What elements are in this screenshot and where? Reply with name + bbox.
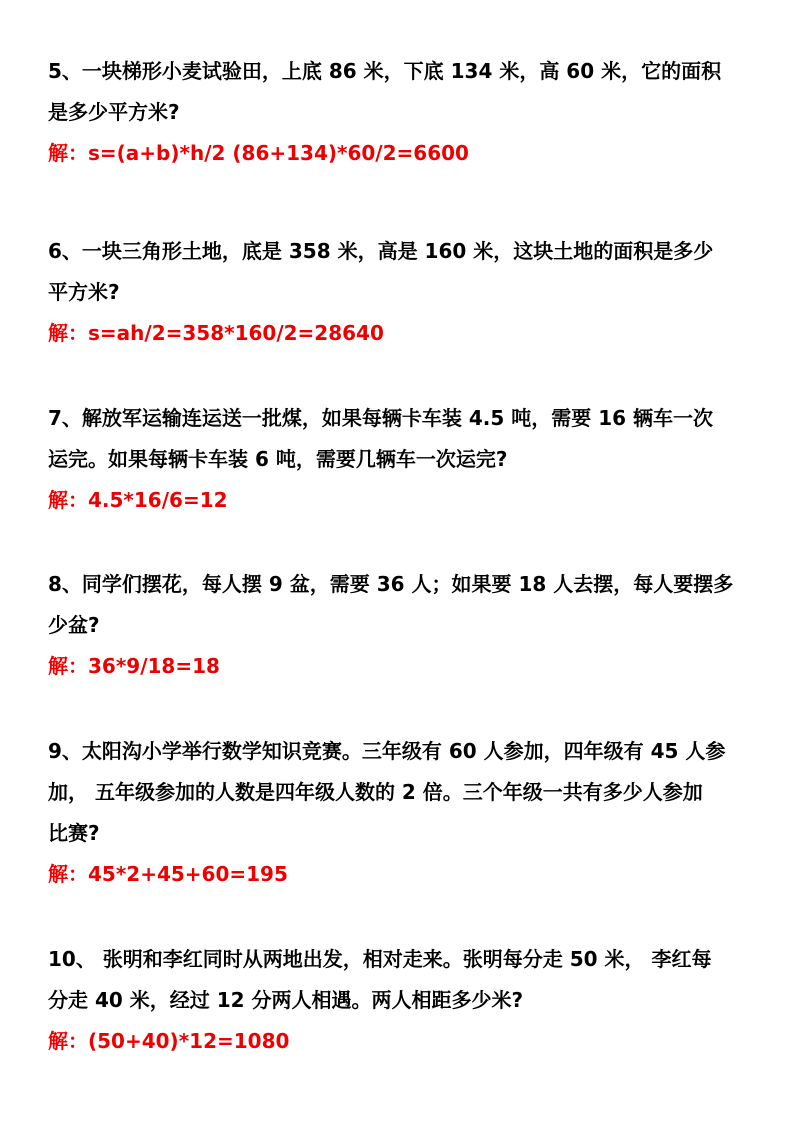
question-line: 6、一块三角形土地，底是 358 米，高是 160 米，这块土地的面积是多少 [48, 239, 714, 263]
answer-line: 解：s=(a+b)*h/2 (86+134)*60/2=6600 [48, 141, 469, 165]
question-line: 运完。如果每辆卡车装 6 吨，需要几辆车一次运完? [48, 447, 508, 471]
problem-9 [48, 731, 748, 895]
question-line: 5、一块梯形小麦试验田，上底 86 米，下底 134 米，高 60 米，它的面积 [48, 59, 722, 83]
question-line: 加， 五年级参加的人数是四年级人数的 2 倍。三个年级一共有多少人参加 [48, 780, 703, 804]
problem-10 [48, 939, 748, 1062]
question-line: 7、解放军运输连运送一批煤，如果每辆卡车装 4.5 吨，需要 16 辆车一次 [48, 406, 714, 430]
question-line: 分走 40 米，经过 12 分两人相遇。两人相距多少米? [48, 988, 524, 1012]
question-line: 比赛? [48, 821, 100, 845]
question-line: 是多少平方米? [48, 100, 180, 124]
question-line: 平方米? [48, 280, 120, 304]
answer-line: 解：s=ah/2=358*160/2=28640 [48, 321, 384, 345]
question-line: 少盆? [48, 613, 100, 637]
answer-line: 解：36*9/18=18 [48, 654, 220, 678]
question-line: 9、太阳沟小学举行数学知识竞赛。三年级有 60 人参加，四年级有 45 人参 [48, 739, 726, 763]
problem-6 [48, 231, 748, 354]
answer-line: 解：(50+40)*12=1080 [48, 1029, 290, 1053]
problem-8 [48, 564, 748, 687]
answer-line: 解：45*2+45+60=195 [48, 862, 288, 886]
problem-5 [48, 51, 748, 174]
answer-line: 解：4.5*16/6=12 [48, 488, 228, 512]
question-line: 8、同学们摆花，每人摆 9 盆，需要 36 人；如果要 18 人去摆，每人要摆多 [48, 572, 734, 596]
question-line: 10、 张明和李红同时从两地出发，相对走来。张明每分走 50 米， 李红每 [48, 947, 712, 971]
problem-7 [48, 398, 748, 521]
